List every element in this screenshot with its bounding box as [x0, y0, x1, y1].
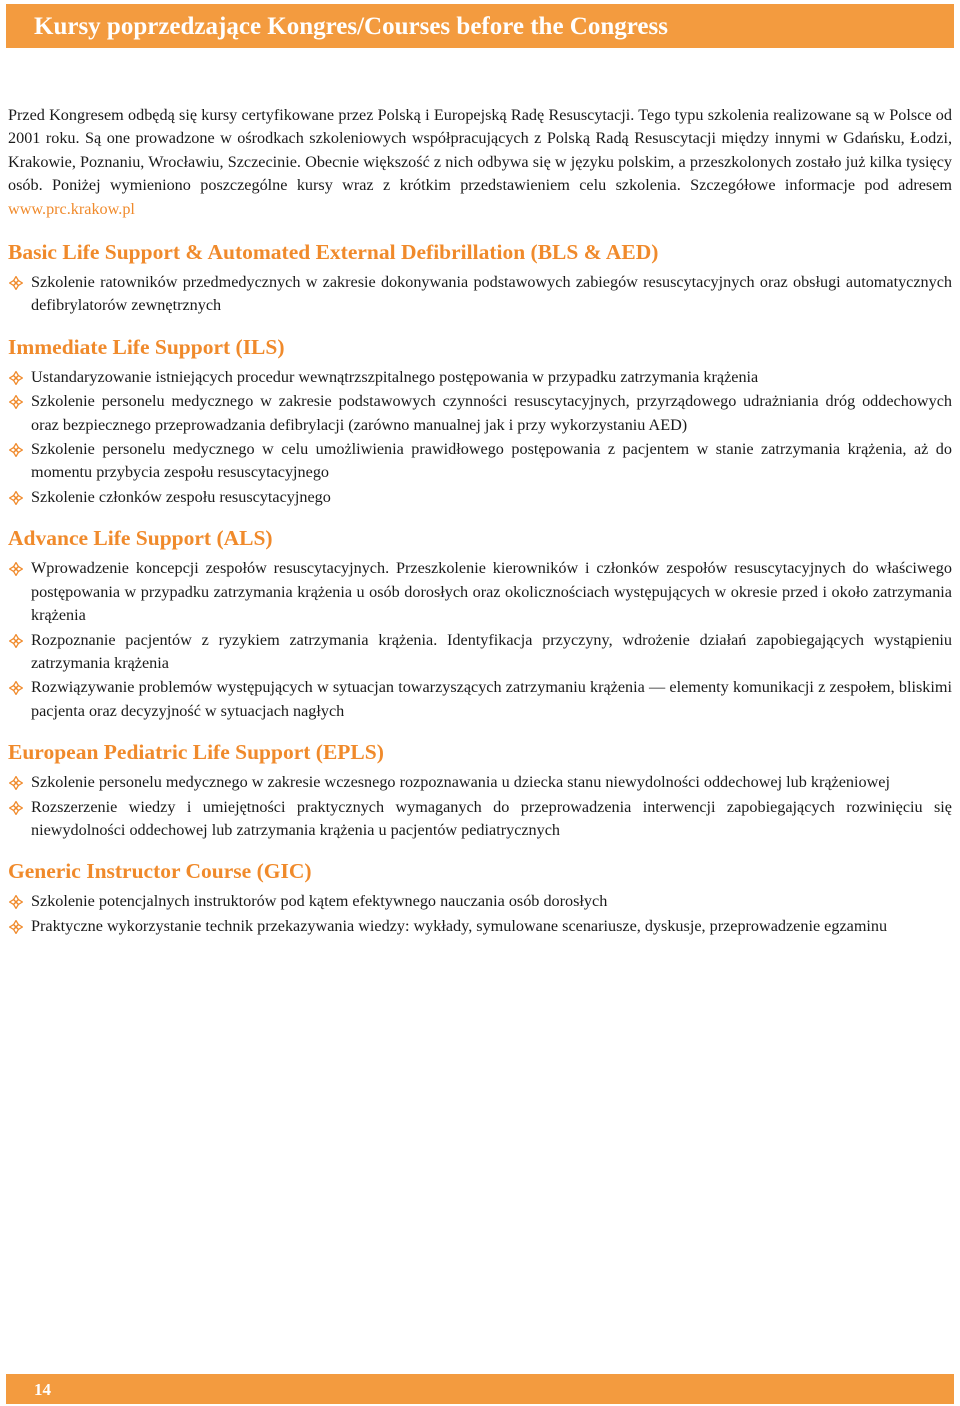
- list-item-text: Rozpoznanie pacjentów z ryzykiem zatrzymania krążenia. Identyfikacja przyczyny, wdrożenie działań zapobiegających wystąpieniu zatrzymania krążenia: [31, 630, 952, 672]
- list-item-text: Szkolenie ratowników przedmedycznych w zakresie dokonywania podstawowych zabiegów resuscytacyjnych oraz obsługi automatycznych defibrylatorów zewnętrznych: [31, 273, 952, 315]
- list-item: [8, 557, 952, 627]
- list-item: [8, 366, 952, 389]
- bullet-list: [8, 366, 952, 509]
- diamond-bullet-icon: [9, 443, 23, 457]
- list-item: [8, 629, 952, 676]
- list-item-text: Wprowadzenie koncepcji zespołów resuscytacyjnych. Przeszkolenie kierowników i członków zespołów resuscytacyjnych do właściwego postępowania w przypadku zatrzymania krążenia u osób dorosłych oraz okolicznościach występujących w okresie przed i około zatrzymania krążenia: [31, 559, 952, 625]
- diamond-bullet-icon: [9, 895, 23, 909]
- list-item-text: Rozszerzenie wiedzy i umiejętności praktycznych wymaganych do przeprowadzenia interwencji zapobiegających rozwinięciu się niewydolności oddechowej lub zatrzymania krążenia u pacjentów pediatrycznych: [31, 797, 952, 839]
- diamond-bullet-icon: [9, 276, 23, 290]
- bullet-list: [8, 771, 952, 842]
- bullet-list: [8, 890, 952, 938]
- list-item: [8, 486, 952, 509]
- section-title: European Pediatric Life Support (EPLS): [8, 740, 384, 765]
- list-item-text: Szkolenie członków zespołu resuscytacyjnego: [31, 487, 331, 506]
- page-title: Kursy poprzedzające Kongres/Courses before the Congress: [34, 13, 668, 40]
- intro-text: Przed Kongresem odbędą się kursy certyfikowane przez Polską i Europejską Radę Resuscytacji. Tego typu szkolenia realizowane są w Polsce od 2001 roku. Są one prowadzone w ośrodkach szkoleniowych współpracujących z Polską Radą Resuscytacji między innymi w Gdańsku, Łodzi, Krakowie, Poznaniu, Wrocławiu, Szczecinie. Obecnie większość z nich odbywa się w języku polskim, a przeszkolonych zostało już kilka tysięcy osób. Poniżej wymieniono poszczególne kursy wraz z krótkim przedstawieniem celu szkolenia. Szczegółowe informacje pod adresem: [8, 106, 952, 195]
- diamond-bullet-icon: [9, 395, 23, 409]
- list-item: [8, 438, 952, 485]
- intro-paragraph: [8, 104, 952, 221]
- list-item: [8, 390, 952, 437]
- bullet-list: [8, 557, 952, 723]
- list-item-text: Rozwiązywanie problemów występujących w sytuacjan towarzyszących zatrzymaniu krążenia — elementy komunikacji z zespołem, bliskimi pacjenta oraz decyzyjność w sytuacjach nagłych: [31, 678, 952, 720]
- diamond-bullet-icon: [9, 776, 23, 790]
- page-content: [8, 104, 952, 939]
- diamond-bullet-icon: [9, 920, 23, 934]
- section-title: Basic Life Support & Automated External Defibrillation (BLS & AED): [8, 240, 659, 265]
- list-item: [8, 676, 952, 723]
- section-title: Advance Life Support (ALS): [8, 526, 273, 551]
- list-item-text: Szkolenie personelu medycznego w celu umożliwienia prawidłowego postępowania z pacjentem w stanie zatrzymania krążenia, aż do momentu przybycia zespołu resuscytacyjnego: [31, 440, 952, 482]
- list-item-text: Szkolenie potencjalnych instruktorów pod kątem efektywnego nauczania osób dorosłych: [31, 892, 608, 911]
- footer-bar: [6, 1374, 954, 1404]
- bullet-list: [8, 271, 952, 318]
- list-item-text: Ustandaryzowanie istniejących procedur wewnątrzszpitalnego postępowania w przypadku zatrzymania krążenia: [31, 367, 759, 386]
- list-item: [8, 796, 952, 843]
- diamond-bullet-icon: [9, 491, 23, 505]
- list-item-text: Szkolenie personelu medycznego w zakresie podstawowych czynności resuscytacyjnych, przyrządowego udrażniania dróg oddechowych oraz bezpiecznego przeprowadzania defibrylacji (zarówno manualnej jak i przy wykorzystaniu AED): [31, 392, 952, 434]
- section-title: Generic Instructor Course (GIC): [8, 859, 312, 884]
- list-item: [8, 271, 952, 318]
- section-title: Immediate Life Support (ILS): [8, 334, 285, 359]
- diamond-bullet-icon: [9, 681, 23, 695]
- course-sections: [8, 239, 952, 938]
- diamond-bullet-icon: [9, 634, 23, 648]
- list-item-text: Szkolenie personelu medycznego w zakresie wczesnego rozpoznawania u dziecka stanu niewydolności oddechowej lub krążeniowej: [31, 773, 890, 792]
- diamond-bullet-icon: [9, 562, 23, 576]
- page-number: 14: [34, 1380, 51, 1399]
- list-item: [8, 771, 952, 794]
- website-link[interactable]: www.prc.krakow.pl: [8, 199, 135, 218]
- list-item: [8, 890, 952, 913]
- diamond-bullet-icon: [9, 801, 23, 815]
- list-item-text: Praktyczne wykorzystanie technik przekazywania wiedzy: wykłady, symulowane scenariusze, dyskusje, przeprowadzenie egzaminu: [31, 916, 888, 935]
- diamond-bullet-icon: [9, 371, 23, 385]
- header-bar: [6, 4, 954, 48]
- list-item: [8, 915, 952, 938]
